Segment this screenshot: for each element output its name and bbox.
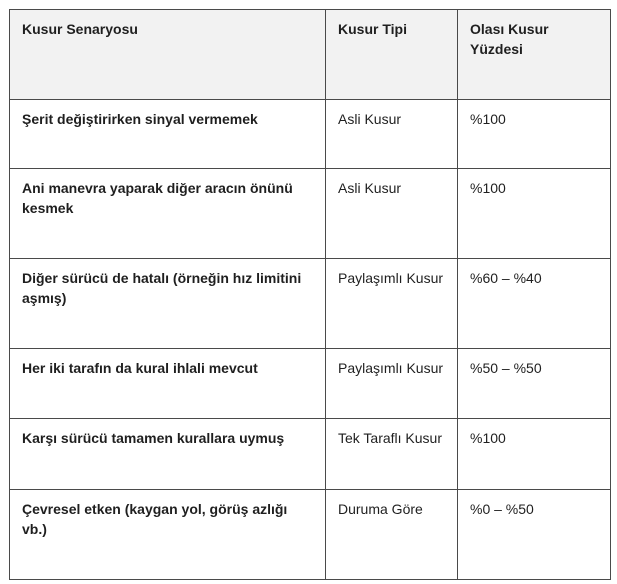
- header-fault-type: Kusur Tipi: [326, 10, 458, 100]
- cell-scenario: Şerit değiştirirken sinyal vermemek: [10, 100, 326, 169]
- header-scenario: Kusur Senaryosu: [10, 10, 326, 100]
- cell-fault-percentage: %100: [458, 419, 611, 490]
- cell-fault-percentage: %50 – %50: [458, 349, 611, 419]
- table-row: [10, 169, 611, 259]
- cell-fault-percentage: %60 – %40: [458, 259, 611, 349]
- table-row: [10, 490, 611, 580]
- cell-fault-type: Asli Kusur: [326, 169, 458, 259]
- cell-fault-percentage: %100: [458, 100, 611, 169]
- table-row: [10, 259, 611, 349]
- cell-scenario: Diğer sürücü de hatalı (örneğin hız limitini aşmış): [10, 259, 326, 349]
- table-row: [10, 349, 611, 419]
- cell-fault-type: Paylaşımlı Kusur: [326, 259, 458, 349]
- fault-table: [9, 9, 611, 580]
- cell-fault-type: Paylaşımlı Kusur: [326, 349, 458, 419]
- cell-fault-percentage: %100: [458, 169, 611, 259]
- cell-fault-type: Asli Kusur: [326, 100, 458, 169]
- cell-scenario: Her iki tarafın da kural ihlali mevcut: [10, 349, 326, 419]
- fault-table-container: [9, 9, 611, 580]
- table-row: [10, 419, 611, 490]
- header-row: [10, 10, 611, 100]
- header-fault-percentage: Olası Kusur Yüzdesi: [458, 10, 611, 100]
- cell-fault-type: Duruma Göre: [326, 490, 458, 580]
- cell-scenario: Çevresel etken (kaygan yol, görüş azlığı vb.): [10, 490, 326, 580]
- table-row: [10, 100, 611, 169]
- cell-fault-type: Tek Taraflı Kusur: [326, 419, 458, 490]
- cell-scenario: Karşı sürücü tamamen kurallara uymuş: [10, 419, 326, 490]
- table-header: [10, 10, 611, 100]
- cell-scenario: Ani manevra yaparak diğer aracın önünü kesmek: [10, 169, 326, 259]
- cell-fault-percentage: %0 – %50: [458, 490, 611, 580]
- table-body: [10, 100, 611, 580]
